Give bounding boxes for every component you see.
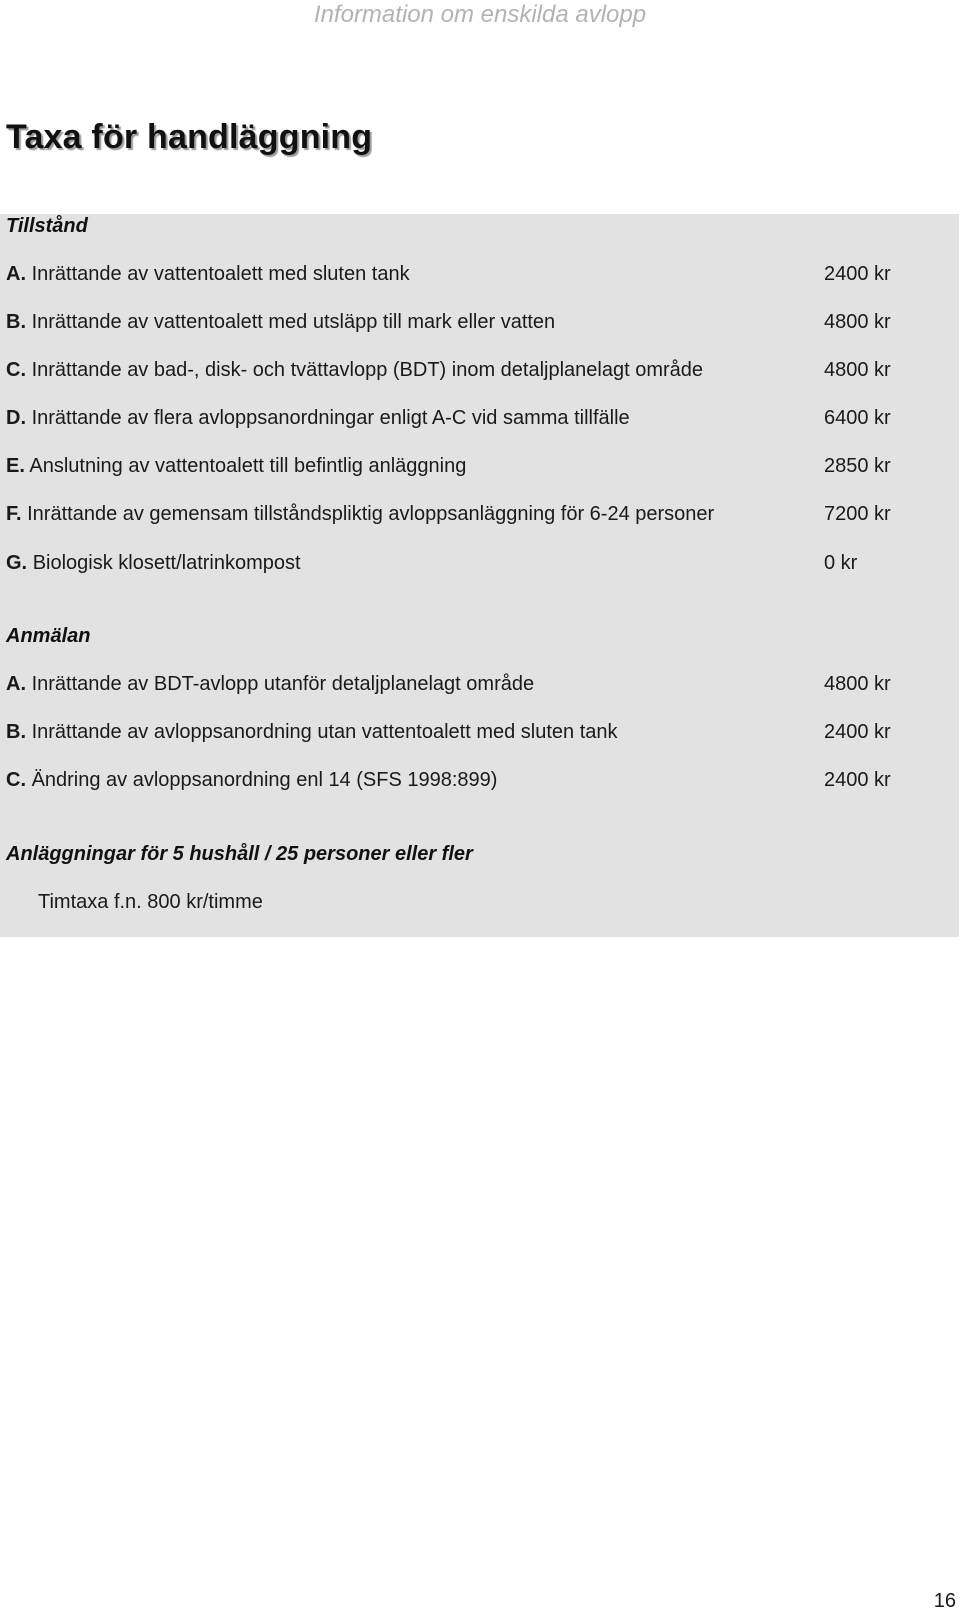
row-letter: C. [6, 359, 26, 381]
fee-schedule-box [0, 214, 959, 937]
row-price: 7200 kr [824, 503, 891, 525]
row-text: Inrättande av vattentoalett med utsläpp till mark eller vatten [31, 311, 556, 333]
fee-row-tillstand-e [6, 453, 896, 479]
row-text: Inrättande av avloppsanordning utan vattentoalett med sluten tank [31, 721, 618, 743]
row-text: Inrättande av gemensam tillståndspliktig avloppsanläggning för 6-24 personer [27, 503, 715, 525]
section-heading-anmalan: Anmälan [6, 625, 91, 647]
section-heading-tillstand: Tillstånd [6, 215, 88, 237]
row-text: Inrättande av flera avloppsanordningar enligt A-C vid samma tillfälle [31, 407, 630, 429]
row-letter: C. [6, 769, 26, 791]
row-letter: E. [6, 455, 25, 477]
running-header: Information om enskilda avlopp [313, 1, 647, 28]
row-price: 6400 kr [824, 407, 891, 429]
fee-row-tillstand-d [6, 405, 896, 431]
fee-row-tillstand-c [6, 357, 896, 383]
fee-row-anmalan-a [6, 671, 896, 697]
page-number: 16 [933, 1590, 956, 1612]
fee-row-tillstand-g [6, 550, 896, 576]
row-letter: D. [6, 407, 26, 429]
row-price: 0 kr [824, 552, 858, 574]
fee-row-tillstand-b [6, 309, 896, 335]
row-text: Biologisk klosett/latrinkompost [32, 552, 301, 574]
row-text: Inrättande av BDT-avlopp utanför detaljplanelagt område [31, 673, 535, 695]
fee-row-tillstand-a [6, 261, 896, 287]
row-price: 4800 kr [824, 311, 891, 333]
row-price: 2850 kr [824, 455, 891, 477]
row-letter: B. [6, 311, 26, 333]
hourly-rate-text: Timtaxa f.n. 800 kr/timme [38, 891, 263, 913]
row-price: 2400 kr [824, 721, 891, 743]
row-price: 4800 kr [824, 673, 891, 695]
row-text: Inrättande av vattentoalett med sluten tank [31, 263, 410, 285]
row-text: Ändring av avloppsanordning enl 14 (SFS 1998:899) [31, 769, 498, 791]
fee-row-tillstand-f [6, 501, 896, 527]
fee-row-anmalan-b [6, 719, 896, 745]
page-title: Taxa för handläggning [6, 118, 373, 156]
row-text: Anslutning av vattentoalett till befintlig anläggning [29, 455, 467, 477]
row-letter: A. [6, 263, 26, 285]
row-letter: G. [6, 552, 28, 574]
row-letter: A. [6, 673, 26, 695]
fee-row-anmalan-c [6, 767, 896, 793]
row-price: 2400 kr [824, 769, 891, 791]
section-heading-anlaggningar: Anläggningar för 5 hushåll / 25 personer eller fler [6, 843, 473, 865]
row-text: Inrättande av bad-, disk- och tvättavlopp (BDT) inom detaljplanelagt område [31, 359, 704, 381]
row-price: 4800 kr [824, 359, 891, 381]
row-letter: B. [6, 721, 26, 743]
row-letter: F. [6, 503, 22, 525]
row-price: 2400 kr [824, 263, 891, 285]
